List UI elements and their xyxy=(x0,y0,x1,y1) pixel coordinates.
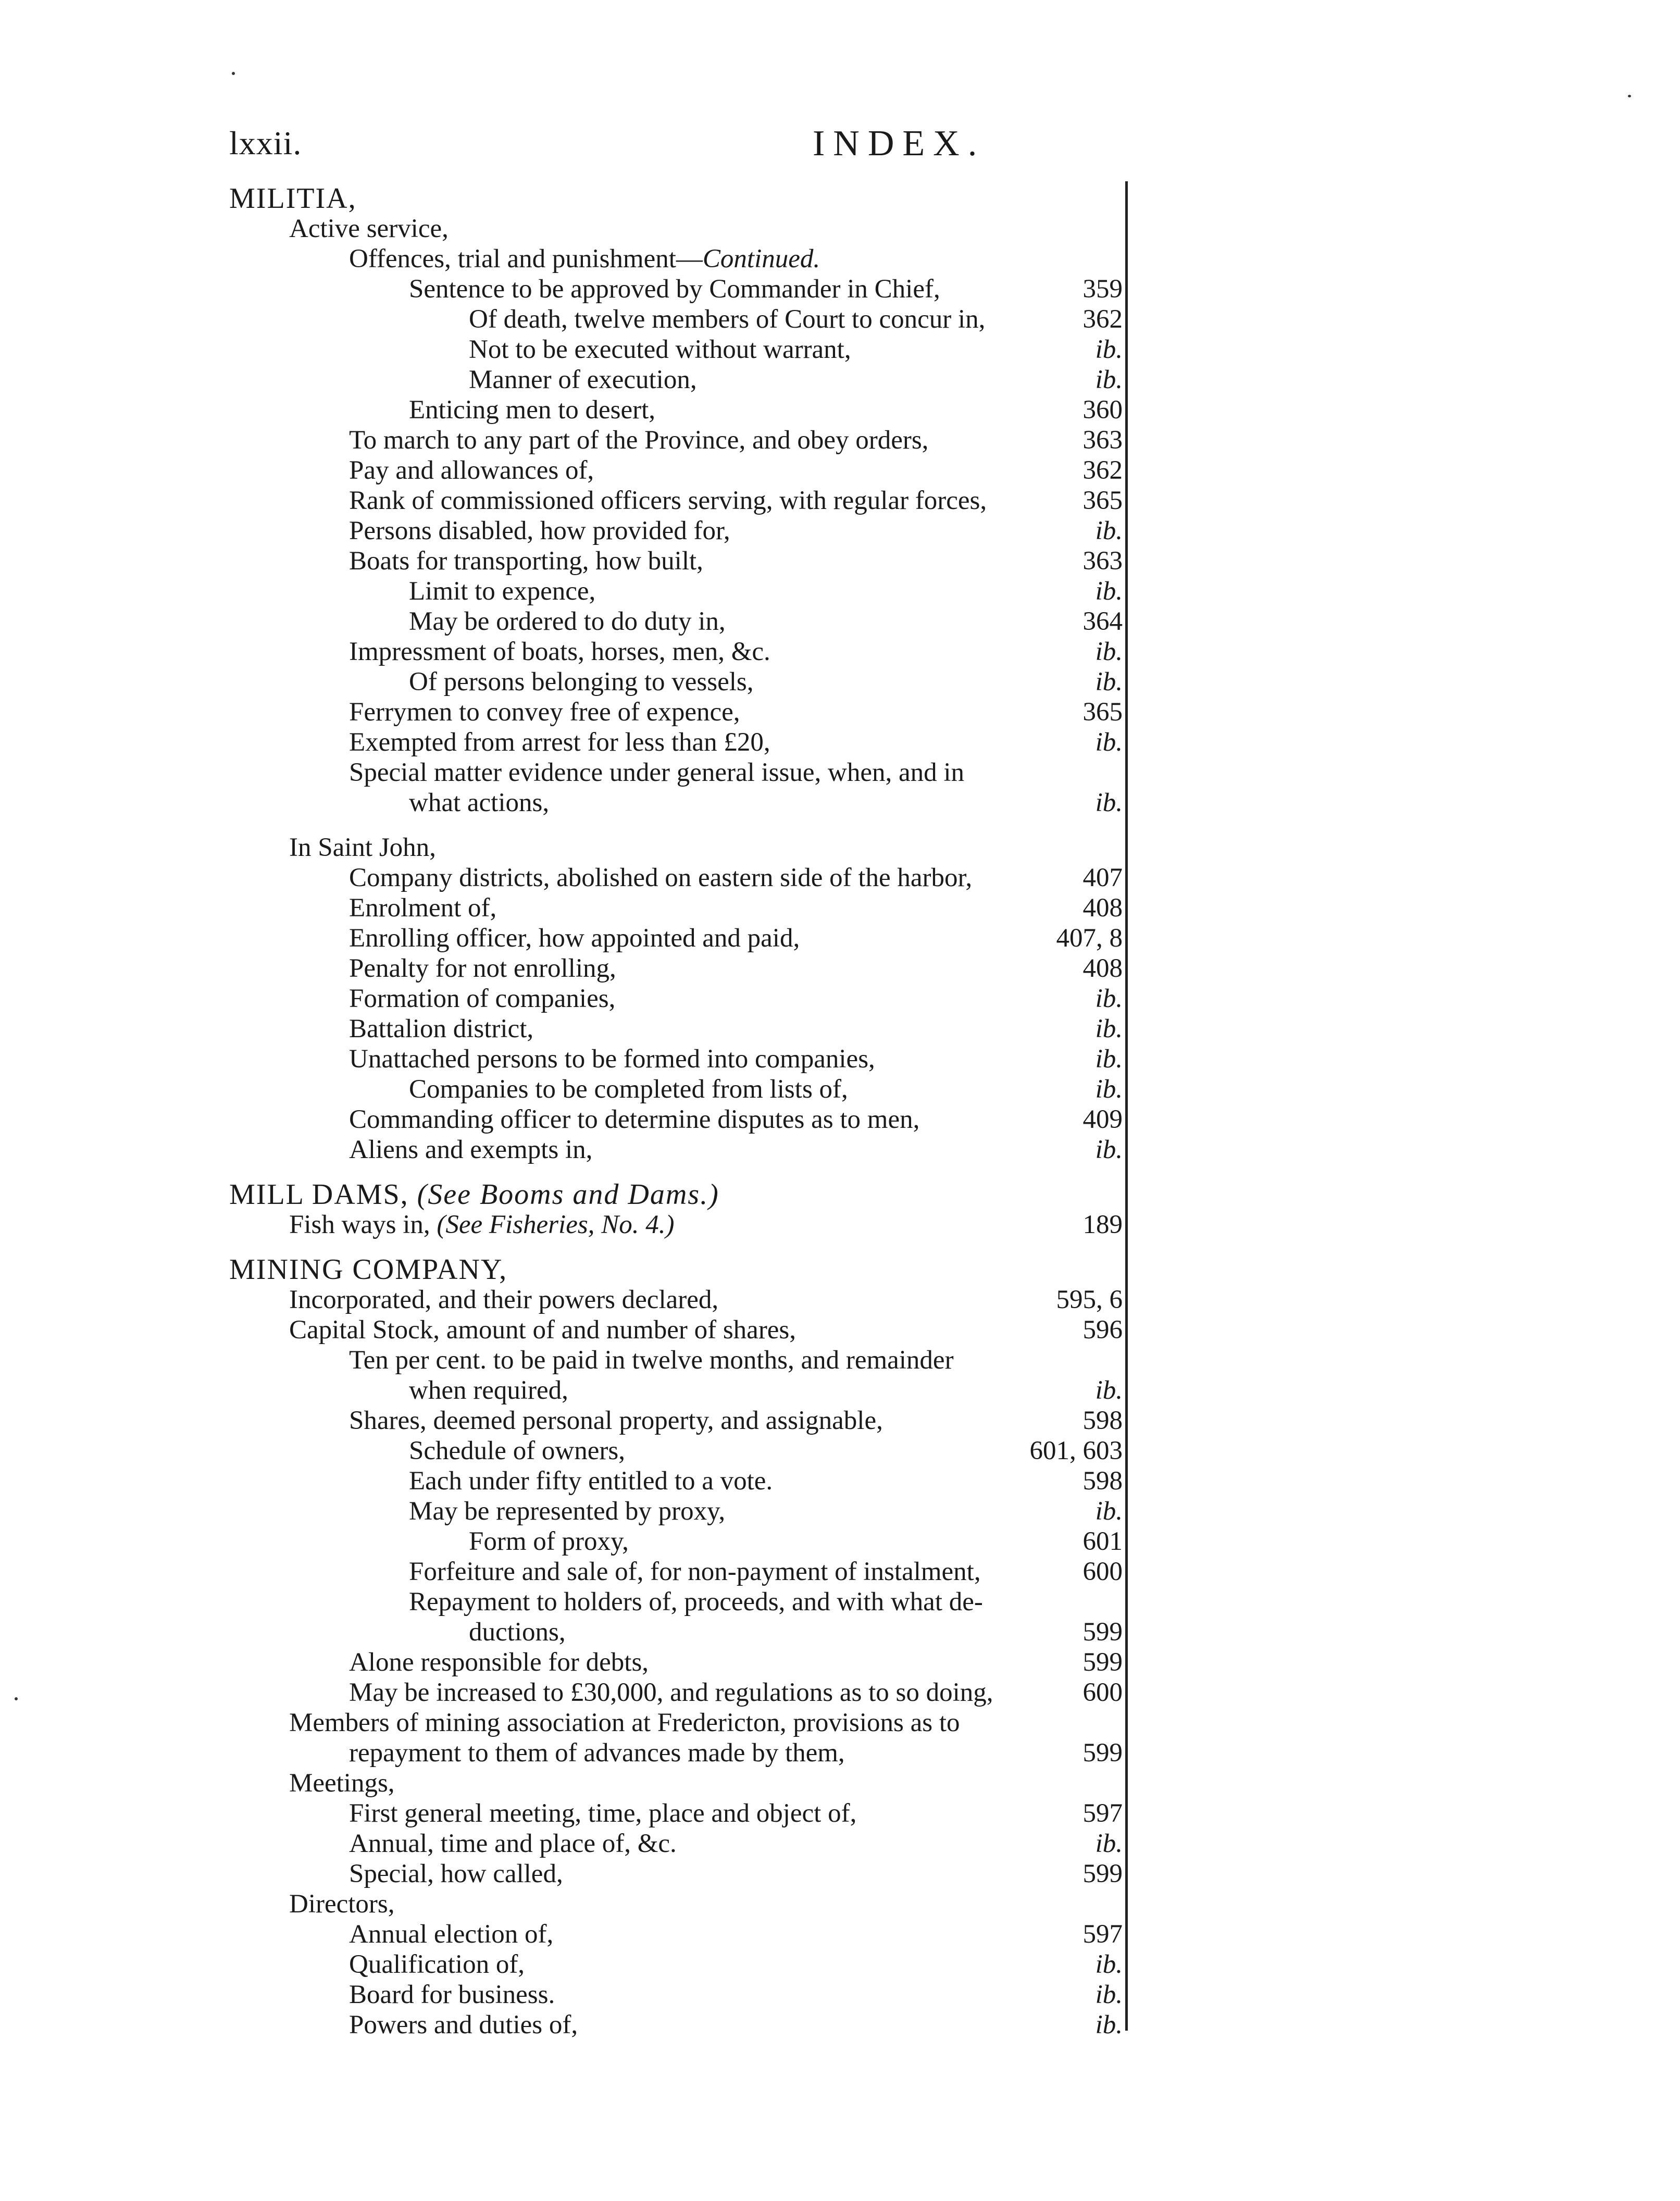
entry-text: Forfeiture and sale of, for non-payment of instalment, xyxy=(409,1557,981,1586)
entry-text: Alone responsible for debts, xyxy=(349,1648,649,1677)
entry-page-ref: 599 xyxy=(1082,1618,1123,1647)
entry-page-ref: ib. xyxy=(1095,2010,1123,2040)
entry-text: Impressment of boats, horses, men, &c. xyxy=(349,637,770,666)
entry-page-ref: ib. xyxy=(1095,1135,1123,1164)
entry-page-ref: 362 xyxy=(1082,456,1123,485)
entry-page-ref: 363 xyxy=(1082,426,1123,455)
index-entry xyxy=(229,727,1123,757)
entry-text: Rank of commissioned officers serving, with regular forces, xyxy=(349,486,987,515)
index-entry xyxy=(229,1647,1123,1677)
index-entry xyxy=(229,1436,1123,1466)
entry-text: May be ordered to do duty in, xyxy=(409,607,726,636)
entry-page-ref: ib. xyxy=(1095,335,1123,364)
entry-text: Sentence to be approved by Commander in Chief, xyxy=(409,275,940,304)
entry-page-ref: 362 xyxy=(1082,305,1123,334)
entry-text: Penalty for not enrolling, xyxy=(349,954,616,983)
entry-text: Manner of execution, xyxy=(469,365,697,394)
index-entry xyxy=(229,1496,1123,1526)
entry-text: Limit to expence, xyxy=(409,577,596,606)
entry-text: Ferrymen to convey free of expence, xyxy=(349,698,740,727)
entry-text: Meetings, xyxy=(289,1769,395,1798)
index-entry xyxy=(229,395,1123,425)
index-entry xyxy=(229,1980,1123,2010)
entry-page-ref: 599 xyxy=(1082,1648,1123,1677)
entry-page-ref: 364 xyxy=(1082,607,1123,636)
entry-page-ref: 595, 6 xyxy=(1056,1285,1123,1314)
index-entry xyxy=(229,1768,1123,1798)
entry-page-ref: 596 xyxy=(1082,1315,1123,1345)
index-entry xyxy=(229,863,1123,893)
index-heading xyxy=(229,183,1123,214)
entry-page-ref: ib. xyxy=(1095,1376,1123,1405)
index-entry xyxy=(229,1587,1123,1617)
entry-text: Persons disabled, how provided for, xyxy=(349,516,730,545)
entry-text: Active service, xyxy=(289,214,449,243)
index-entry xyxy=(229,953,1123,984)
index-entry xyxy=(229,667,1123,697)
entry-text: MILITIA, xyxy=(229,182,357,215)
entry-page-ref: 601 xyxy=(1082,1527,1123,1556)
entry-text: Company districts, abolished on eastern side of the harbor, xyxy=(349,863,973,892)
entry-italic-note: Continued. xyxy=(702,244,820,273)
entry-page-ref: ib. xyxy=(1095,1014,1123,1043)
index-entry xyxy=(229,1738,1123,1768)
index-heading xyxy=(229,1179,1123,1210)
entry-page-ref: 407 xyxy=(1082,863,1123,892)
entry-text: Pay and allowances of, xyxy=(349,456,594,485)
index-entry xyxy=(229,274,1123,304)
entry-page-ref: ib. xyxy=(1095,1829,1123,1858)
entry-text: Enrolment of, xyxy=(349,893,497,923)
entry-page-ref: 600 xyxy=(1082,1678,1123,1707)
page-ref-rule xyxy=(1125,181,1128,2031)
entry-page-ref: 408 xyxy=(1082,954,1123,983)
entry-text: Form of proxy, xyxy=(469,1527,629,1556)
entry-page-ref: 359 xyxy=(1082,275,1123,304)
entry-page-ref: ib. xyxy=(1095,728,1123,757)
entry-text: Enrolling officer, how appointed and paid, xyxy=(349,924,800,953)
entry-page-ref: ib. xyxy=(1095,1497,1123,1526)
index-entry xyxy=(229,334,1123,365)
index-entry xyxy=(229,1919,1123,1949)
entry-page-ref: 599 xyxy=(1082,1738,1123,1768)
entry-text: Powers and duties of, xyxy=(349,2010,578,2040)
index-entry xyxy=(229,1315,1123,1345)
index-entry xyxy=(229,923,1123,953)
entry-text: repayment to them of advances made by them, xyxy=(349,1738,845,1768)
entry-page-ref: ib. xyxy=(1095,1980,1123,2009)
entry-page-ref: 599 xyxy=(1082,1859,1123,1888)
index-entry xyxy=(229,1949,1123,1980)
entry-page-ref: ib. xyxy=(1095,1950,1123,1979)
index-entry xyxy=(229,1889,1123,1919)
entry-page-ref: ib. xyxy=(1095,667,1123,697)
entry-text: Exempted from arrest for less than £20, xyxy=(349,728,770,757)
index-entry xyxy=(229,304,1123,334)
entry-text: Not to be executed without warrant, xyxy=(469,335,851,364)
index-entry xyxy=(229,1044,1123,1074)
entry-page-ref: 408 xyxy=(1082,893,1123,923)
index-entry xyxy=(229,455,1123,486)
entry-text: Special matter evidence under general issue, when, and in xyxy=(349,758,965,787)
entry-text: Members of mining association at Fredericton, provisions as to xyxy=(289,1708,960,1737)
entry-italic-note: (See Fisheries, No. 4.) xyxy=(430,1210,675,1239)
entry-text: Commanding officer to determine disputes as to men, xyxy=(349,1105,920,1134)
entry-page-ref: ib. xyxy=(1095,1075,1123,1104)
index-entry xyxy=(229,516,1123,546)
entry-text: Annual election of, xyxy=(349,1920,554,1949)
entry-text: Of death, twelve members of Court to concur in, xyxy=(469,305,986,334)
entry-page-ref: 363 xyxy=(1082,546,1123,576)
index-entry xyxy=(229,1677,1123,1708)
index-entry xyxy=(229,546,1123,576)
entry-page-ref: ib. xyxy=(1095,577,1123,606)
entry-page-ref: 597 xyxy=(1082,1799,1123,1828)
index-entry xyxy=(229,1557,1123,1587)
entry-text: Enticing men to desert, xyxy=(409,395,656,425)
entry-page-ref: ib. xyxy=(1095,637,1123,666)
index-entry xyxy=(229,1708,1123,1738)
entry-page-ref: ib. xyxy=(1095,516,1123,545)
entry-text: Capital Stock, amount of and number of shares, xyxy=(289,1315,797,1345)
entry-text: what actions, xyxy=(409,788,550,817)
print-speck xyxy=(15,1697,18,1700)
entry-text: when required, xyxy=(409,1376,568,1405)
entry-italic-note: (See Booms and Dams.) xyxy=(408,1178,719,1211)
entry-page-ref: 598 xyxy=(1082,1466,1123,1496)
index-entry xyxy=(229,1104,1123,1135)
index-entry xyxy=(229,1798,1123,1829)
entry-text: Qualification of, xyxy=(349,1950,525,1979)
index-entry xyxy=(229,1135,1123,1165)
index-entry xyxy=(229,1829,1123,1859)
index-entry xyxy=(229,1074,1123,1104)
entry-page-ref: 189 xyxy=(1082,1210,1123,1239)
entry-page-ref: ib. xyxy=(1095,984,1123,1013)
print-speck xyxy=(232,72,235,75)
entry-page-ref: 407, 8 xyxy=(1056,924,1123,953)
entry-text: Fish ways in, xyxy=(289,1210,430,1239)
index-entry xyxy=(229,1210,1123,1240)
entry-text: ductions, xyxy=(469,1618,566,1647)
index-entry xyxy=(229,893,1123,923)
entry-text: First general meeting, time, place and object of, xyxy=(349,1799,857,1828)
entry-text: Unattached persons to be formed into companies, xyxy=(349,1044,875,1074)
entry-text: Repayment to holders of, proceeds, and with what de- xyxy=(409,1587,983,1616)
index-entry xyxy=(229,788,1123,818)
index-entry xyxy=(229,1285,1123,1315)
index-heading xyxy=(229,1254,1123,1285)
index-entry xyxy=(229,832,1123,863)
entry-page-ref: 601, 603 xyxy=(1029,1436,1123,1465)
entry-text: May be increased to £30,000, and regulations as to so doing, xyxy=(349,1678,993,1707)
entry-page-ref: 598 xyxy=(1082,1406,1123,1435)
entry-text: Boats for transporting, how built, xyxy=(349,546,703,576)
entry-text: Annual, time and place of, &c. xyxy=(349,1829,677,1858)
entry-text: Ten per cent. to be paid in twelve months, and remainder xyxy=(349,1346,954,1375)
entry-page-ref: ib. xyxy=(1095,365,1123,394)
index-entries xyxy=(229,183,1123,2040)
index-entry xyxy=(229,697,1123,727)
entry-page-ref: 365 xyxy=(1082,486,1123,515)
index-entry xyxy=(229,1466,1123,1496)
entry-text: Of persons belonging to vessels, xyxy=(409,667,754,697)
entry-text: Each under fifty entitled to a vote. xyxy=(409,1466,773,1496)
entry-text: Companies to be completed from lists of, xyxy=(409,1075,848,1104)
entry-page-ref: 600 xyxy=(1082,1557,1123,1586)
entry-text: MILL DAMS, xyxy=(229,1178,409,1211)
entry-text: Directors, xyxy=(289,1889,395,1919)
entry-page-ref: 365 xyxy=(1082,698,1123,727)
index-entry xyxy=(229,606,1123,637)
index-entry xyxy=(229,1406,1123,1436)
entry-text: Formation of companies, xyxy=(349,984,616,1013)
index-entry xyxy=(229,244,1123,274)
entry-text: Battalion district, xyxy=(349,1014,534,1043)
entry-text: Board for business. xyxy=(349,1980,555,2009)
entry-text: Incorporated, and their powers declared, xyxy=(289,1285,719,1314)
index-entry xyxy=(229,214,1123,244)
entry-text: Aliens and exempts in, xyxy=(349,1135,593,1164)
index-entry xyxy=(229,984,1123,1014)
index-entry xyxy=(229,1859,1123,1889)
index-entry xyxy=(229,2010,1123,2040)
entry-text: May be represented by proxy, xyxy=(409,1497,726,1526)
index-entry xyxy=(229,1014,1123,1044)
entry-page-ref: 597 xyxy=(1082,1920,1123,1949)
index-entry xyxy=(229,365,1123,395)
page-number: lxxii. xyxy=(229,125,302,161)
index-entry xyxy=(229,1345,1123,1375)
entry-text: Schedule of owners, xyxy=(409,1436,625,1465)
page-title: INDEX. xyxy=(813,123,986,164)
index-entry xyxy=(229,486,1123,516)
entry-text: Shares, deemed personal property, and assignable, xyxy=(349,1406,883,1435)
index-entry xyxy=(229,757,1123,788)
entry-page-ref: ib. xyxy=(1095,1044,1123,1074)
entry-page-ref: 409 xyxy=(1082,1105,1123,1134)
entry-page-ref: 360 xyxy=(1082,395,1123,425)
index-entry xyxy=(229,637,1123,667)
entry-text: Offences, trial and punishment— xyxy=(349,244,703,273)
entry-text: MINING COMPANY, xyxy=(229,1253,508,1286)
index-entry xyxy=(229,576,1123,606)
entry-page-ref: ib. xyxy=(1095,788,1123,817)
index-entry xyxy=(229,425,1123,455)
print-speck xyxy=(1628,95,1631,97)
index-entry xyxy=(229,1526,1123,1557)
index-entry xyxy=(229,1617,1123,1647)
index-entry xyxy=(229,1375,1123,1406)
entry-text: Special, how called, xyxy=(349,1859,563,1888)
entry-text: To march to any part of the Province, and obey orders, xyxy=(349,426,929,455)
entry-text: In Saint John, xyxy=(289,833,436,862)
